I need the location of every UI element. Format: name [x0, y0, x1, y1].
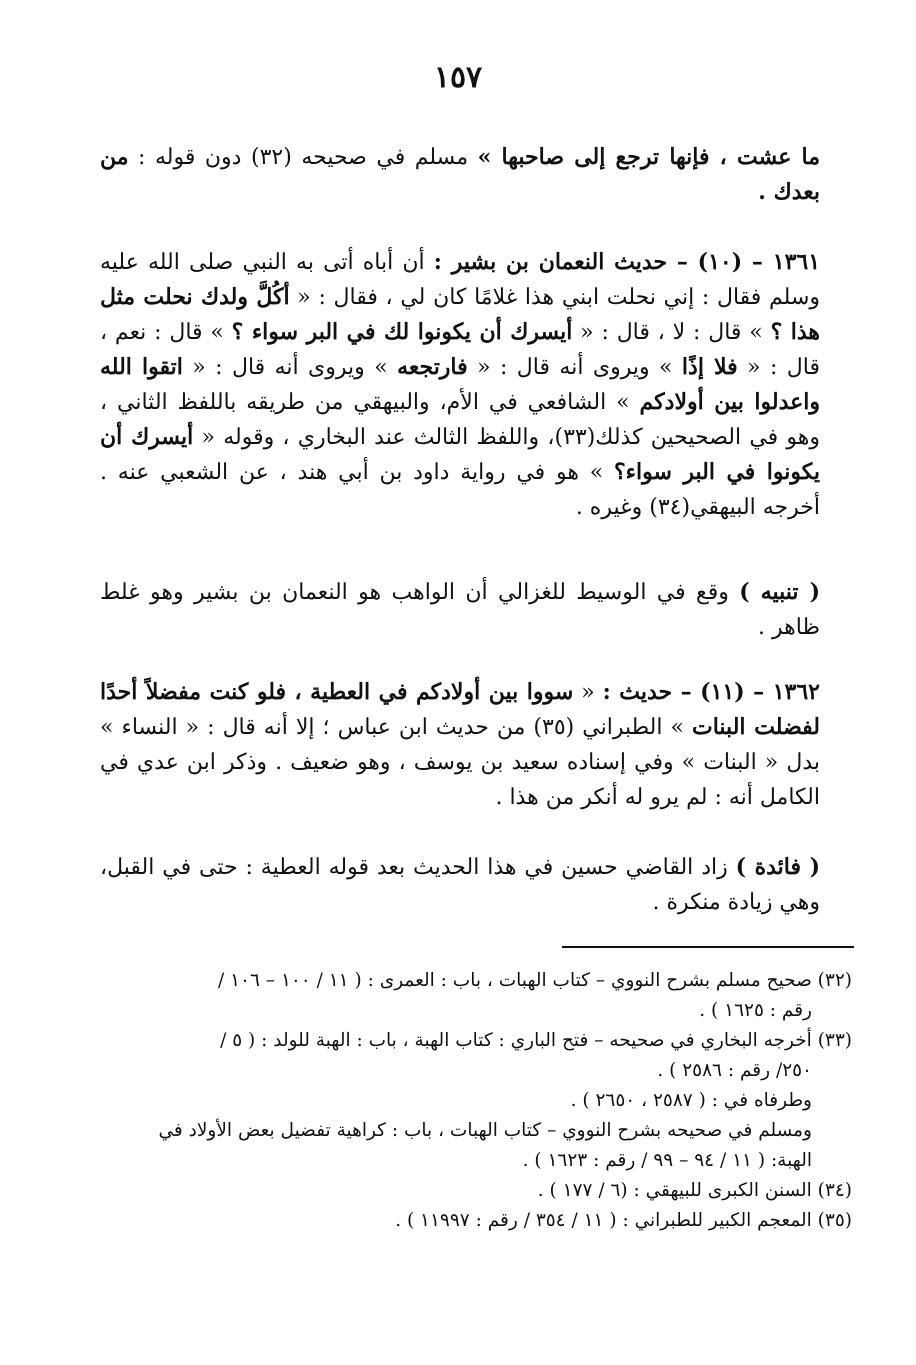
footnote-33: (٣٣) أخرجه البخاري في صحيحه – فتح الباري : كتاب الهبة ، باب : الهبة للولد : ( ٥ /	[220, 1030, 852, 1051]
footnote-33-cont: وطرفاه في : ( ٢٥٨٧ ، ٢٦٥٠ ) .	[570, 1090, 812, 1111]
footnote-32: (٣٢) صحيح مسلم بشرح النووي – كتاب الهبات ، باب : العمرى : ( ١١ / ١٠٠ – ١٠٦ /	[217, 970, 852, 991]
footnote-separator	[562, 946, 854, 948]
hadith-quote: أيسرك أن يكونوا لك في البر سواء ؟	[231, 319, 573, 345]
footnote-35: (٣٥) المعجم الكبير للطبراني : ( ١١ / ٣٥٤ / رقم : ١١٩٩٧ ) .	[395, 1210, 852, 1231]
hadith-text: من بعدك .	[100, 144, 820, 205]
faida-label: ( فائدة )	[735, 854, 821, 880]
footnote-ref-33[interactable]: (٣٣)	[554, 425, 596, 450]
body-text: » ويروى أنه قال : «	[182, 355, 398, 380]
body-text: من حديث ابن عباس ؛ إلا أنه قال : « النساء » بدل « البنات » وفي إسناده سعيد بن يوسف ، وهو ضعيف . وذكر ابن عدي في الكامل أنه : لم يرو له أنكر من هذا .	[100, 715, 820, 810]
body-text: » قال : نعم ، قال : «	[100, 320, 821, 380]
hadith-text: ما عشت ، فإنها ترجع إلى صاحبها »	[477, 144, 821, 170]
hadith-quote: اتقوا الله واعدلوا بين أولادكم	[100, 354, 820, 415]
body-text: » الشافعي في الأم، والبيهقي من طريقه باللفظ الثاني ، وهو في الصحيحين كذلك	[100, 390, 820, 450]
hadith-heading: ١٣٦٢ – (١١) – حديث :	[602, 679, 820, 705]
footnote-ref-34[interactable]: (٣٤)	[649, 495, 691, 520]
paragraph-faida	[100, 850, 820, 920]
page-number: ١٥٧	[433, 60, 483, 95]
body-text: ، واللفظ الثالث عند البخاري ، وقوله «	[193, 425, 555, 450]
tanbih-text: وقع في الوسيط للغزالي أن الواهب هو النعمان بن بشير وهو غلط ظاهر .	[100, 580, 820, 640]
faida-text: زاد القاضي حسين في هذا الحديث بعد قوله العطية : حتى في القبل، وهي زيادة منكرة .	[100, 855, 820, 915]
paragraph-hadith-continuation	[100, 140, 820, 210]
body-text: أن أباه أتى به النبي صلى الله عليه وسلم فقال : إني نحلت ابني هذا غلامًا كان لي ، فقال : «	[100, 250, 820, 310]
body-text: » قال : لا ، قال : «	[572, 320, 771, 345]
note-text: دون قوله :	[128, 145, 251, 170]
footnote-ref-35[interactable]: (٣٥)	[533, 715, 575, 740]
footnotes	[92, 966, 852, 1236]
paragraph-hadith-1362	[100, 675, 820, 815]
footnote-33-cont: ٢٥٠/ رقم : ٢٥٨٦ ) .	[657, 1060, 812, 1081]
source-text: مسلم في صحيحه	[291, 145, 478, 170]
paragraph-tanbih	[100, 575, 820, 645]
tanbih-label: ( تنبيه )	[739, 579, 820, 605]
body-text: وغيره .	[575, 495, 650, 520]
hadith-quote: فارتجعه	[397, 354, 468, 380]
paragraph-hadith-1361	[100, 245, 820, 525]
body-text: «	[573, 680, 603, 705]
footnote-32-cont: رقم : ١٦٢٥ ) .	[699, 1000, 812, 1021]
hadith-quote: أكُلَّ ولدك نحلت مثل هذا ؟	[100, 284, 820, 345]
hadith-quote: أيسرك أن يكونوا في البر سواء؟	[100, 424, 820, 485]
body-text: » الطبراني	[574, 715, 692, 740]
footnote-33-cont: الهبة: ( ١١ / ٩٤ – ٩٩ / رقم : ١٦٢٣ ) .	[522, 1150, 812, 1171]
footnote-33-cont: ومسلم في صحيحه بشرح النووي – كتاب الهبات ، باب : كراهية تفضيل بعض الأولاد في	[158, 1120, 812, 1141]
footnote-ref-32[interactable]: (٣٢)	[251, 145, 292, 170]
hadith-quote: فلا إذًا	[681, 354, 738, 380]
body-text: » ويروى أنه قال : «	[467, 355, 682, 380]
hadith-quote: سووا بين أولادكم في العطية ، فلو كنت مفضلاً أحدًا لفضلت البنات	[100, 679, 820, 740]
footnote-34: (٣٤) السنن الكبرى للبيهقي : (٦ / ١٧٧ ) .	[537, 1180, 852, 1201]
body-text: » هو في رواية داود بن أبي هند ، عن الشعبي عنه . أخرجه البيهقي	[100, 460, 820, 520]
hadith-heading: ١٣٦١ – (١٠) – حديث النعمان بن بشير :	[433, 249, 821, 275]
